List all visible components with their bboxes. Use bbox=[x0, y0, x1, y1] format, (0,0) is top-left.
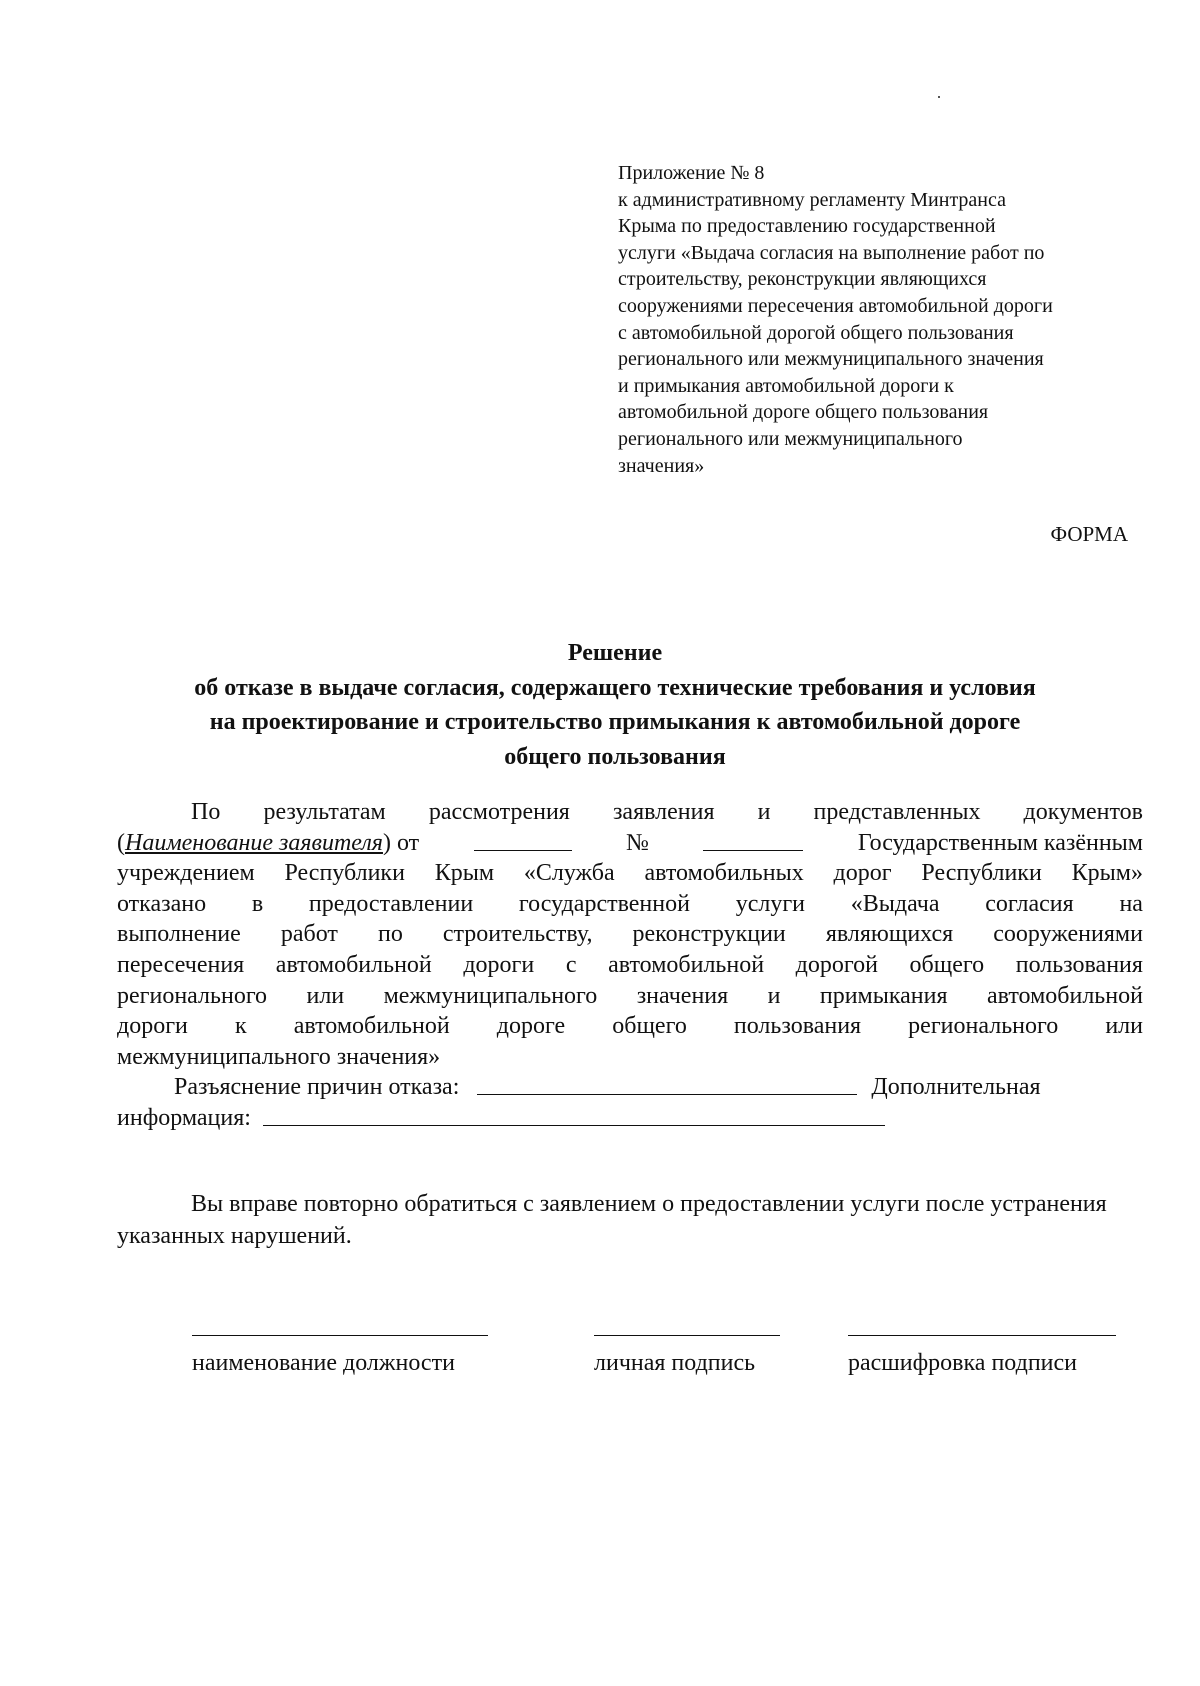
annex-line: с автомобильной дорогой общего пользования bbox=[618, 321, 1014, 344]
body-line-8 bbox=[117, 1011, 1143, 1042]
position-line bbox=[192, 1335, 488, 1336]
decoding-caption: расшифровка подписи bbox=[848, 1350, 1078, 1376]
annex-line: Приложение № 8 bbox=[618, 162, 765, 184]
word: согласия bbox=[985, 890, 1074, 917]
body-line-9-text: межмуниципального значения» bbox=[117, 1043, 441, 1070]
word: автомобильной bbox=[608, 951, 765, 978]
word: автомобильных bbox=[644, 860, 804, 887]
info-label: информация: bbox=[117, 1104, 251, 1131]
decision-paragraph bbox=[117, 797, 1143, 1134]
position-caption: наименование должности bbox=[192, 1350, 455, 1376]
document-title bbox=[100, 636, 1130, 774]
decoding-line bbox=[848, 1335, 1116, 1336]
body-line-1 bbox=[117, 797, 1143, 828]
annex-line: автомобильной дороге общего пользования bbox=[618, 401, 989, 424]
word: регионального bbox=[908, 1013, 1059, 1040]
word: услуги bbox=[735, 890, 806, 917]
annex-line: сооружениями пересечения автомобильной дороги bbox=[618, 294, 1053, 317]
word: заявления bbox=[612, 799, 715, 825]
reasons-line bbox=[117, 1072, 1143, 1103]
word: отказано bbox=[117, 890, 207, 917]
word: дороге bbox=[496, 1013, 566, 1040]
word: общего bbox=[612, 1013, 687, 1040]
title-line: на проектирование и строительство примыкания к автомобильной дороге bbox=[209, 709, 1021, 735]
date-blank bbox=[474, 828, 572, 851]
from-label: ) от bbox=[382, 829, 420, 856]
word: в bbox=[251, 890, 264, 917]
word: к bbox=[234, 1013, 247, 1040]
word: строительству, bbox=[442, 921, 593, 948]
reasons-label: Разъяснение причин отказа: bbox=[174, 1074, 460, 1101]
word: дорог bbox=[833, 860, 892, 887]
number-sign: № bbox=[626, 829, 649, 856]
word: и bbox=[757, 799, 771, 825]
reapply-paragraph bbox=[117, 1188, 1143, 1252]
word: пользования bbox=[733, 1013, 862, 1040]
word: предоставлении bbox=[308, 890, 474, 917]
info-blank bbox=[263, 1103, 885, 1126]
word: выполнение bbox=[117, 921, 241, 948]
word: являющихся bbox=[825, 921, 954, 948]
title-line: общего пользования bbox=[504, 743, 726, 770]
word: учреждением bbox=[117, 860, 255, 887]
title-line: об отказе в выдаче согласия, содержащего технические требования и условия bbox=[194, 674, 1036, 701]
form-label: ФОРМА bbox=[1050, 522, 1128, 546]
body-line-4 bbox=[117, 889, 1143, 920]
annex-line: Крыма по предоставлению государственной bbox=[618, 215, 996, 238]
word: Крым» bbox=[1071, 860, 1143, 887]
word: и bbox=[767, 982, 781, 1009]
word: регионального bbox=[117, 982, 268, 1009]
body-line-2-tail: Государственным казённым bbox=[857, 829, 1143, 856]
body-line-6 bbox=[117, 950, 1143, 981]
word: на bbox=[1119, 890, 1143, 917]
body-line-9 bbox=[117, 1042, 1143, 1073]
annex-line: и примыкания автомобильной дороги к bbox=[618, 374, 954, 397]
word: Республики bbox=[284, 860, 405, 887]
word: примыкания bbox=[819, 982, 948, 1009]
word: сооружениями bbox=[993, 921, 1143, 948]
word: автомобильной bbox=[293, 1013, 450, 1040]
number-blank bbox=[703, 828, 803, 851]
word: документов bbox=[1023, 799, 1143, 825]
word: «Служба bbox=[523, 860, 615, 887]
word: Республики bbox=[921, 860, 1042, 887]
body-line-7 bbox=[117, 981, 1143, 1012]
annex-line: строительству, реконструкции являющихся bbox=[618, 268, 987, 291]
signature-caption: личная подпись bbox=[594, 1350, 756, 1376]
word: или bbox=[1105, 1013, 1143, 1040]
additional-info-label: Дополнительная bbox=[871, 1074, 1041, 1101]
word: дороги bbox=[463, 951, 535, 978]
word: пересечения bbox=[117, 951, 245, 978]
applicant-name-placeholder: Наименование заявителя bbox=[125, 829, 383, 856]
annex-line: услуги «Выдача согласия на выполнение работ по bbox=[618, 241, 1045, 264]
word: общего bbox=[909, 951, 985, 978]
word: рассмотрения bbox=[428, 799, 570, 825]
word: работ bbox=[280, 921, 338, 948]
annex-line: значения» bbox=[618, 454, 705, 477]
word: По bbox=[191, 799, 221, 825]
body-line-2 bbox=[117, 828, 1143, 859]
word: дороги bbox=[117, 1013, 188, 1040]
word: «Выдача bbox=[850, 890, 940, 917]
annex-line: к административному регламенту Минтранса bbox=[618, 188, 1007, 211]
word: с bbox=[565, 951, 577, 978]
word: дорогой bbox=[795, 951, 878, 978]
word: реконструкции bbox=[632, 921, 786, 948]
body-line-3 bbox=[117, 858, 1143, 889]
word: результатам bbox=[263, 799, 386, 825]
annex-line: регионального или межмуниципального значения bbox=[618, 348, 1044, 371]
scan-speck bbox=[938, 96, 940, 98]
word: государственной bbox=[518, 890, 690, 917]
signature-lines bbox=[0, 1335, 1200, 1337]
word: значения bbox=[636, 982, 729, 1009]
word: автомобильной bbox=[275, 951, 432, 978]
reasons-blank bbox=[477, 1072, 857, 1095]
word: по bbox=[377, 921, 403, 948]
info-line bbox=[117, 1103, 1143, 1134]
word: автомобильной bbox=[986, 982, 1143, 1009]
reapply-text: Вы вправе повторно обратиться с заявлением о предоставлении услуги после устранения указанных нарушений. bbox=[117, 1191, 1107, 1249]
word: или bbox=[306, 982, 345, 1009]
word: Крым bbox=[434, 860, 495, 887]
word: представленных bbox=[813, 799, 981, 825]
word: межмуниципального bbox=[383, 982, 598, 1009]
annex-line: регионального или межмуниципального bbox=[618, 427, 963, 450]
open-paren: ( bbox=[117, 829, 125, 856]
annex-block bbox=[618, 160, 1178, 479]
signature-line bbox=[594, 1335, 780, 1336]
word: пользования bbox=[1015, 951, 1143, 978]
body-line-5 bbox=[117, 919, 1143, 950]
applicant-group bbox=[117, 828, 419, 859]
title-line: Решение bbox=[567, 640, 663, 666]
